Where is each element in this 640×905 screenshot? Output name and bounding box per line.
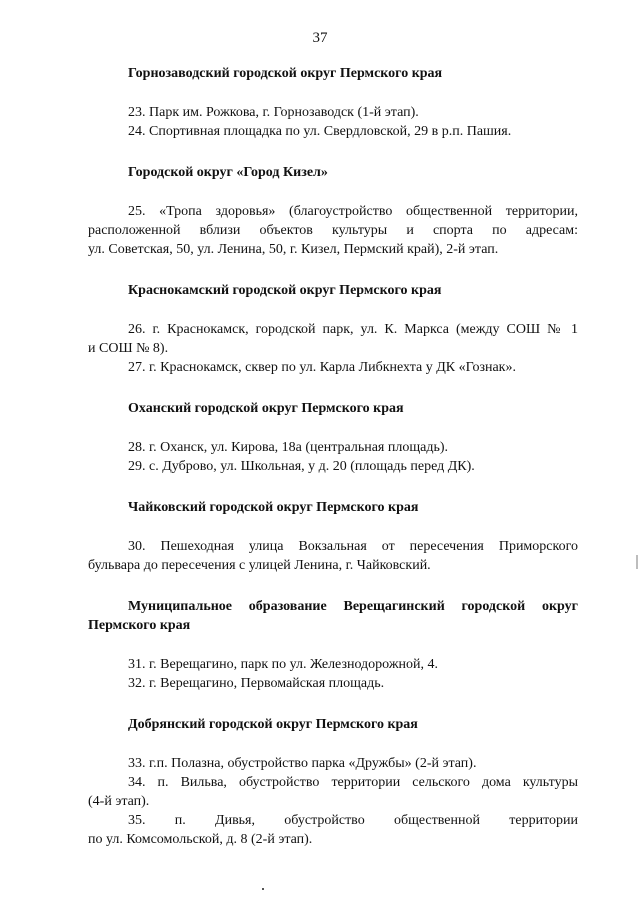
section-heading-okhansk: Оханский городской округ Пермского края (128, 401, 404, 416)
list-item-30-line-1: 30. Пешеходная улица Вокзальная от пересечения Приморского (128, 539, 578, 554)
section-items-krasnokamsk (88, 320, 578, 377)
list-item-31: 31. г. Верещагино, парк по ул. Железнодорожной, 4. (128, 657, 438, 672)
section-heading-vereshchagino-line-1: Муниципальное образование Верещагинский городской округ (128, 599, 578, 614)
section-heading-kizel: Городской округ «Город Кизел» (128, 165, 328, 180)
list-item-25-line-2: расположенной вблизи объектов культуры и спорта по адресам: (88, 223, 578, 238)
list-item-26-line-1: 26. г. Краснокамск, городской парк, ул. К. Маркса (между СОШ № 1 (128, 322, 578, 337)
list-item-34-line-1: 34. п. Вильва, обустройство территории сельского дома культуры (128, 775, 578, 790)
list-item-25-line-3: ул. Советская, 50, ул. Ленина, 50, г. Кизел, Пермский край), 2-й этап. (88, 242, 499, 257)
section-items-chaikovsky (88, 537, 578, 575)
section-items-vereshchagino (88, 655, 578, 693)
list-item-26-line-2: и СОШ № 8). (88, 341, 169, 356)
list-item-27: 27. г. Краснокамск, сквер по ул. Карла Либкнехта у ДК «Гознак». (128, 360, 516, 375)
section-items-dobryanka (88, 754, 578, 849)
list-item-24: 24. Спортивная площадка по ул. Свердловской, 29 в р.п. Пашия. (128, 124, 512, 139)
section-heading-krasnokamsk: Краснокамский городской округ Пермского края (128, 283, 442, 298)
list-item-32: 32. г. Верещагино, Первомайская площадь. (128, 676, 385, 691)
list-item-29: 29. с. Дуброво, ул. Школьная, у д. 20 (площадь перед ДК). (128, 459, 475, 474)
list-item-28: 28. г. Оханск, ул. Кирова, 18а (центральная площадь). (128, 440, 449, 455)
section-heading-chaikovsky: Чайковский городской округ Пермского края (128, 500, 419, 515)
list-item-34 (88, 773, 578, 811)
section-heading-gornozavodsk: Горнозаводский городской округ Пермского края (128, 66, 443, 81)
section-items-gornozavodsk (88, 103, 578, 141)
list-item-30 (88, 537, 578, 575)
list-item-35-line-1: 35. п. Дивья, обустройство общественной территории (128, 813, 578, 828)
list-item-34-line-2: (4-й этап). (88, 794, 150, 809)
scan-edge-mark (636, 555, 638, 569)
list-item-35-line-2: по ул. Комсомольской, д. 8 (2-й этап). (88, 832, 313, 847)
section-heading-vereshchagino (88, 597, 578, 635)
list-item-25-line-1: 25. «Тропа здоровья» (благоустройство общественной территории, (128, 204, 578, 219)
list-item-33: 33. г.п. Полазна, обустройство парка «Дружбы» (2-й этап). (128, 756, 477, 771)
section-heading-dobryanka: Добрянский городской округ Пермского края (128, 717, 418, 732)
document-body (88, 64, 578, 849)
page-number: 37 (312, 30, 328, 46)
list-item-23: 23. Парк им. Рожкова, г. Горнозаводск (1-й этап). (128, 105, 419, 120)
section-heading-vereshchagino-line-2: Пермского края (88, 618, 191, 633)
list-item-26 (88, 320, 578, 358)
section-items-okhansk (88, 438, 578, 476)
list-item-35 (88, 811, 578, 849)
section-items-kizel (88, 202, 578, 259)
list-item-25 (88, 202, 578, 259)
list-item-30-line-2: бульвара до пересечения с улицей Ленина, г. Чайковский. (88, 558, 431, 573)
scan-speck (262, 888, 264, 890)
